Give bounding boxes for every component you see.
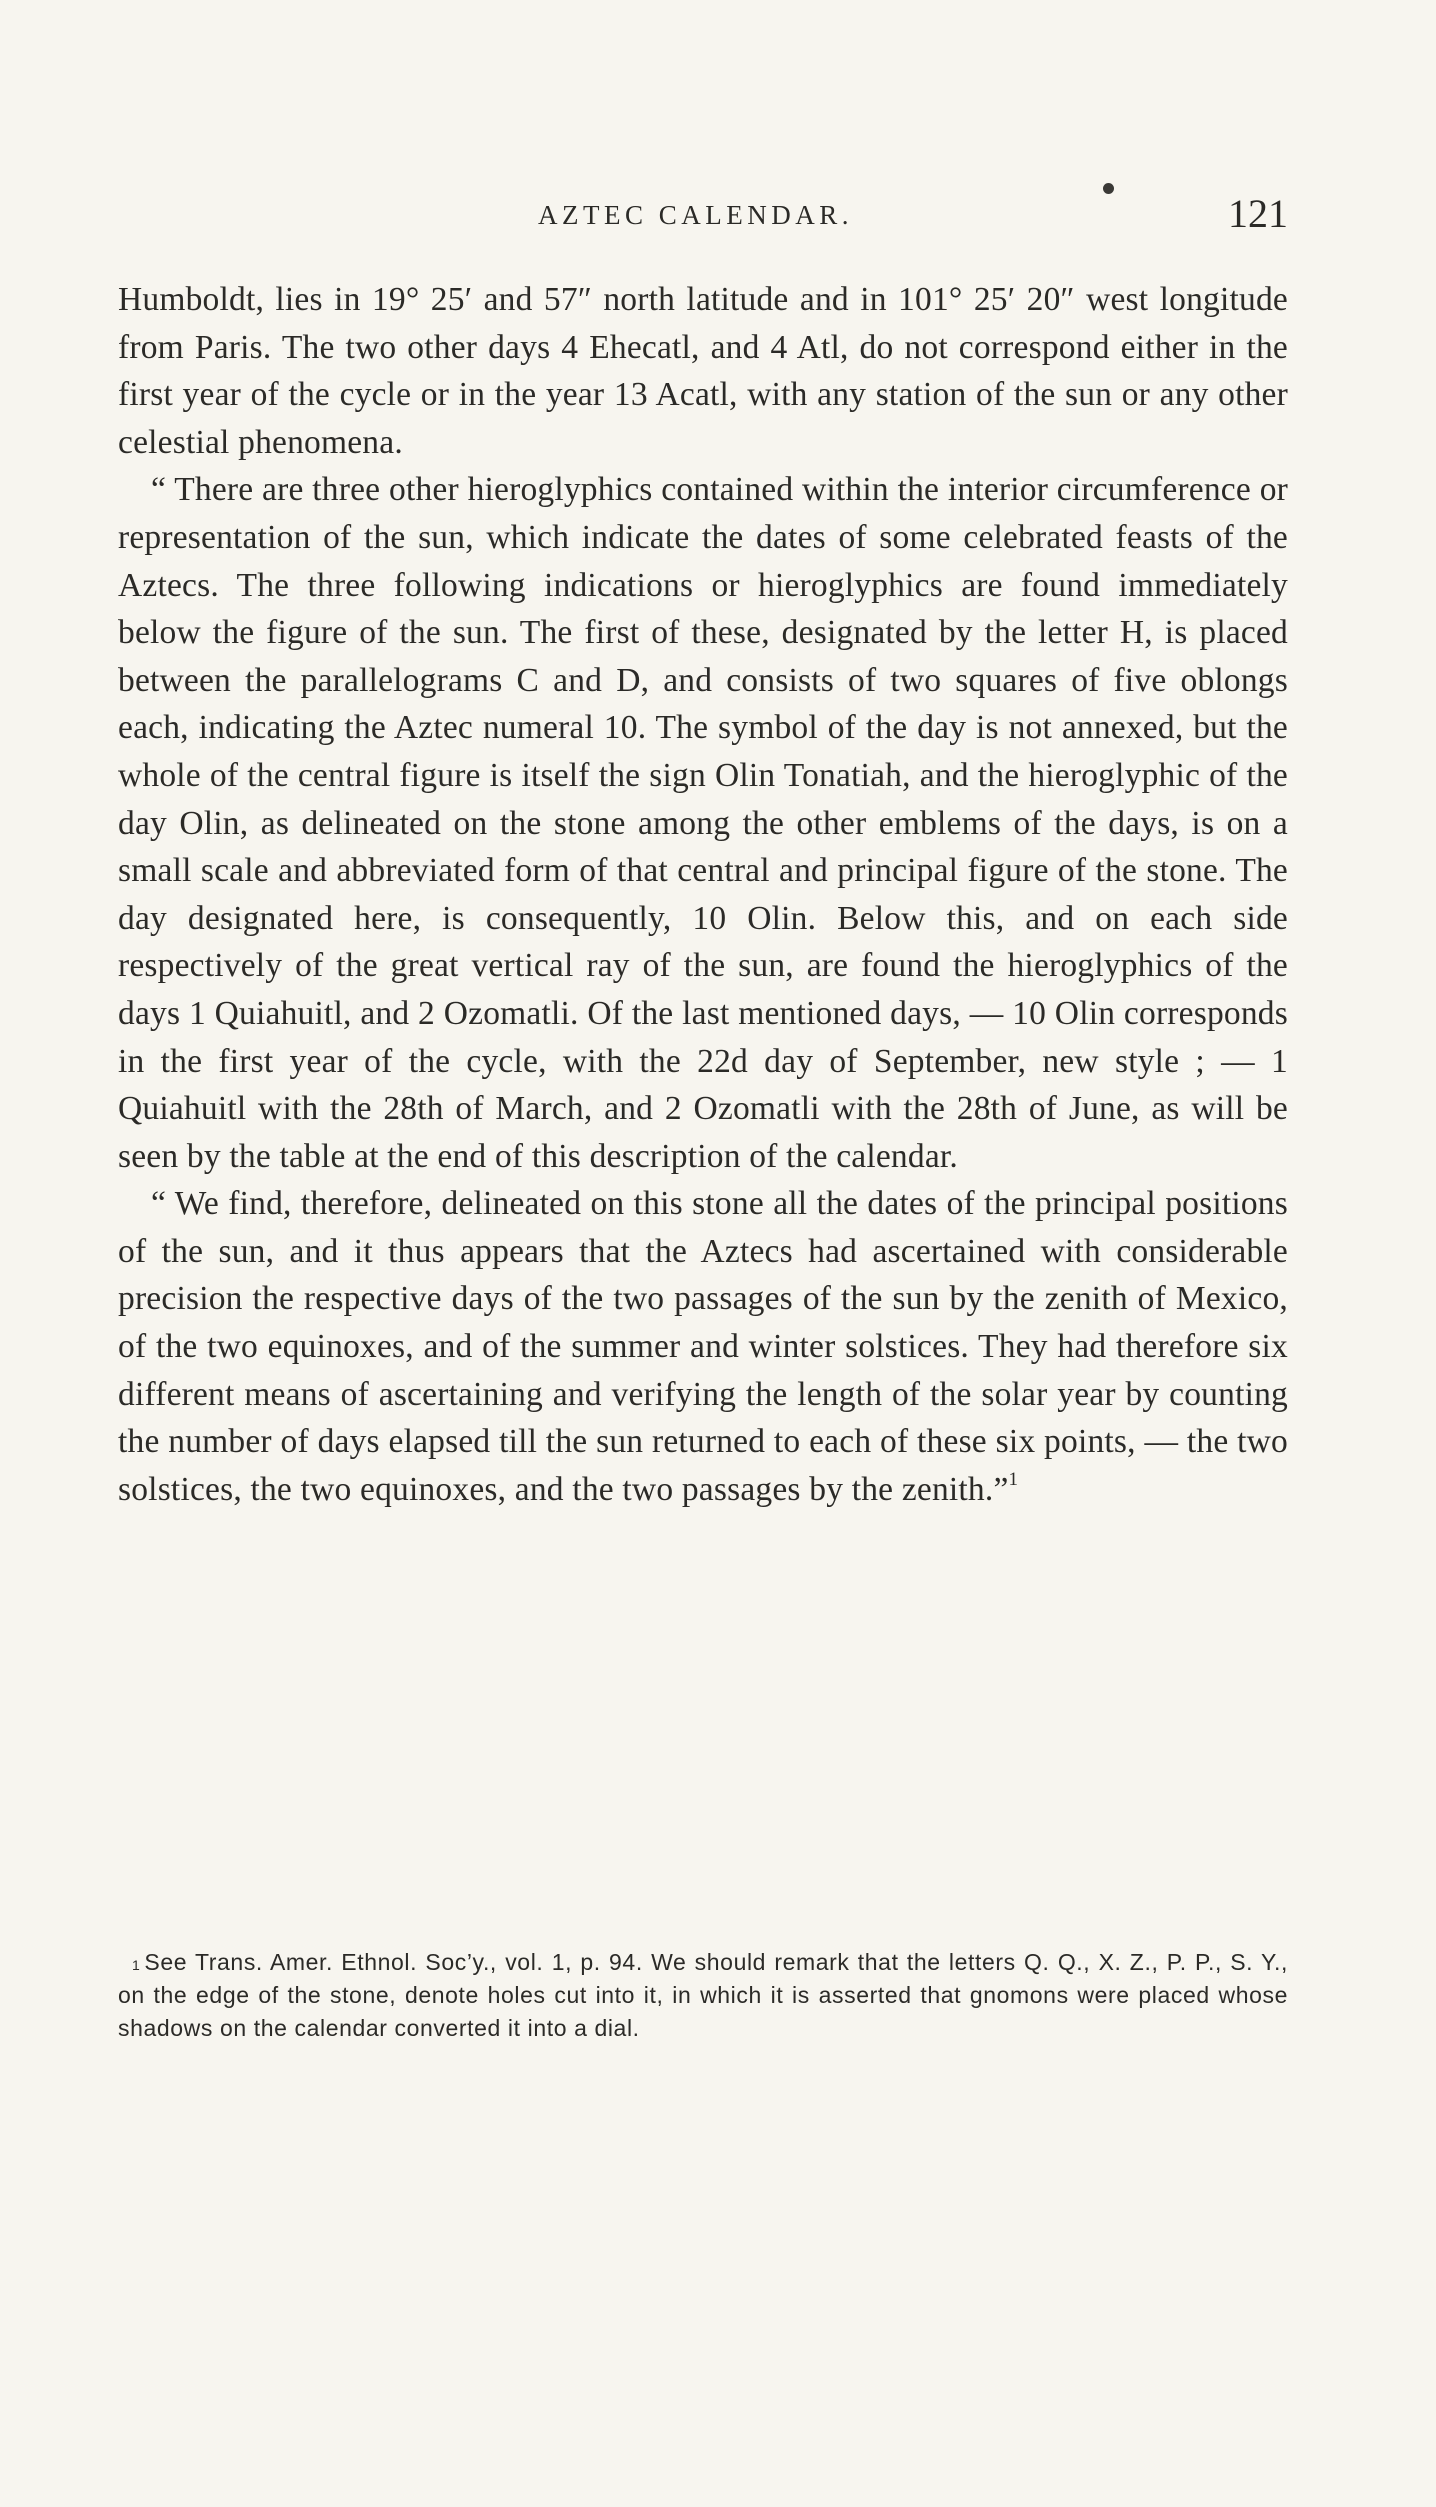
running-head [118, 186, 1288, 246]
footnote [118, 1946, 1288, 2045]
footnote-marker: 1 [132, 1957, 141, 1973]
paragraph-text: “ We find, therefore, delineated on this stone all the dates of the principal positions of the sun, and it thus appears that the Aztecs had ascertained with considerable precision the respective days of the two passages of the sun by the zenith of Mexico, of the two equinoxes, and of the summer and winter solstices. They had therefore six different means of ascertaining and verifying the length of the solar year by counting the number of days elapsed till the sun returned to each of these six points, — the two solstices, the two equinoxes, and the two passages by the zenith.” [118, 1185, 1288, 1508]
footnote-text: See Trans. Amer. Ethnol. Soc’y., vol. 1, p. 94. We should remark that the letters Q. Q., X. Z., P. P., S. Y., on the edge of the stone, denote holes cut into it, in which it is asserted that gnomons were placed whose shadows on the calendar converted it into a dial. [118, 1949, 1288, 2041]
paragraph-final [118, 1180, 1288, 1513]
page-number: 121 [1228, 191, 1288, 236]
paragraph: “ There are three other hieroglyphics contained within the interior circumference or representation of the sun, which indicate the dates of some celebrated feasts of the Aztecs. The three following indications or hieroglyphics are found immediately below the figure of the sun. The first of these, designated by the letter H, is placed between the parallelograms C and D, and consists of two squares of five oblongs each, indicating the Aztec numeral 10. The symbol of the day is not annexed, but the whole of the central figure is itself the sign Olin Tonatiah, and the hieroglyphic of the day Olin, as delineated on the stone among the other emblems of the days, is on a small scale and abbreviated form of that central and principal figure of the stone. The day designated here, is consequently, 10 Olin. Below this, and on each side respectively of the great vertical ray of the sun, are found the hieroglyphics of the days 1 Quiahuitl, and 2 Ozomatli. Of the last mentioned days, — 10 Olin corresponds in the first year of the cycle, with the 22d day of September, new style ; — 1 Quiahuitl with the 28th of March, and 2 Ozomatli with the 28th of June, as will be seen by the table at the end of this description of the calendar. [118, 471, 1288, 1175]
body-text [118, 276, 1288, 1513]
footnote-reference: 1 [1008, 1468, 1019, 1490]
paragraph: Humboldt, lies in 19° 25′ and 57″ north latitude and in 101° 25′ 20″ west longitude from Paris. The two other days 4 Ehecatl, and 4 Atl, do not correspond either in the first year of the cycle or in the year 13 Acatl, with any station of the sun or any other celestial phenomena. [118, 281, 1288, 461]
running-title: AZTEC CALENDAR. [538, 200, 853, 230]
